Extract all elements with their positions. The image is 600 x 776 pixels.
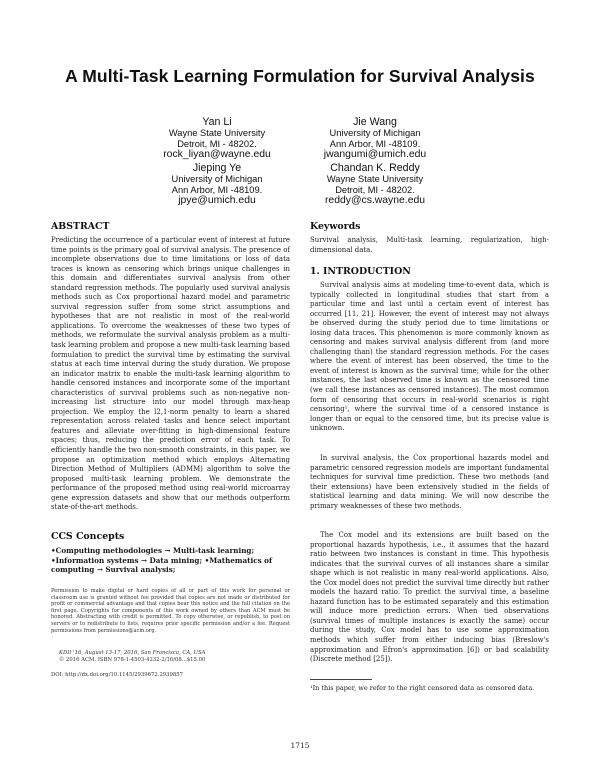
author-name: Jie Wang [353,116,397,128]
copyright-line: © 2016 ACM. ISBN 978-1-4503-4232-2/16/08...$15.00 [59,656,206,663]
author-block [142,116,292,161]
author-email: jpye@umich.edu [178,195,256,206]
author-block [142,162,292,207]
intro-paragraph-2: In survival analysis, the Cox proportional hazards model and parametric censored regression models are important fundamental techniques for survival time prediction. These two methods (and their extensions) have been extensively studied in the fields of statistical learning and data mining. We will now describe the primary weaknesses of these two methods. [310,454,549,510]
keywords-heading: Keywords [310,221,361,232]
author-block [300,116,450,161]
paper-title: A Multi-Task Learning Formulation for Survival Analysis [65,66,535,86]
ccs-heading: CCS Concepts [51,531,125,542]
intro-paragraph-3: The Cox model and its extensions are built based on the proportional hazards hypothesis, i.e., it assumes that the hazard ratio between two instances is constant in time. This hypothesis indicates that the survival curves of all instances share a similar shape which is not realistic in many real-world applications. Also, the Cox model does not predict the survival time directly but rather models the hazard ratio. To predict the survival time, a baseline hazard function has to be estimated separately and this estimation will induce more prediction errors. When tied observations (survival times of multiple instances is exactly the same) occur during the study, Cox model has to use some approximation methods which suffer from either inducing bias (Breslow's approximation and Efron's approximation [6]) or bad scalability (Discrete method [25]). [310,531,549,664]
author-affiliation: University of Michigan [329,128,421,138]
footnote-rule [310,679,372,680]
footnote: ¹In this paper, we refer to the right censored data as censored data. [310,684,535,692]
introduction-heading: 1. INTRODUCTION [310,266,411,277]
permission-notice: Permission to make digital or hard copies of all or part of this work for personal or classroom use is granted without fee provided that copies are not made or distributed for profit or commercial advantage and that copies bear this notice and the full citation on the first page. Copyrights for components of this work owned by others than ACM must be honored. Abstracting with credit is permitted. To copy otherwise, or republish, to post on servers or to redistribute to lists, requires prior specific permission and/or a fee. Request permissions from permissions@acm.org. [51,588,290,634]
author-address: Ann Arbor, MI -48109. [329,138,421,149]
ccs-text: •Computing methodologies → Multi-task learning; •Information systems → Data mining; •Mathematics of computing → Survival analysis; [51,546,273,575]
conference-line: KDD '16, August 13-17, 2016, San Francisco, CA, USA [59,650,206,656]
author-address: Detroit, MI - 48202. [177,138,257,149]
abstract-heading: ABSTRACT [51,221,110,232]
author-address: Ann Arbor, MI -48109. [171,184,263,195]
author-name: Yan Li [202,116,232,128]
intro-paragraph-1: Survival analysis aims at modeling time-to-event data, which is typically collected in longitudinal studies that start from a particular time and last until a certain event of interest has occurred [11, 21]. However, the event of interest may not always be observed during the study period due to time limitations or losing data traces. This phenomenon is more commonly known as censoring and makes survival analysis different from (and more challenging than) the standard regression methods. For the cases where the event of interest has been observed, the time to the event of interest is known as the survival time; while for the other instances, the last observed time is known as the censored time (we call these instances as censored instances). The most common form of censoring that occurs in real-world scenarios is right censoring¹, where the survival time of a censored instance is longer than or equal to the censored time, but its precise value is unknown. [310,281,549,433]
page-number: 1715 [290,741,310,750]
author-email: reddy@cs.wayne.edu [324,195,426,206]
author-affiliation: Wayne State University [326,174,424,184]
author-address: Detroit, MI - 48202. [335,184,415,195]
author-block [300,162,450,207]
author-affiliation: University of Michigan [171,174,263,184]
doi-line: DOI: http://dx.doi.org/10.1145/2939672.2939857 [51,672,184,678]
keywords-text: Survival analysis, Multi-task learning, regularization, high-dimensional data. [310,236,549,254]
author-email: rock_liyan@wayne.edu [163,149,271,160]
conference-info [59,650,298,664]
author-email: jwangumi@umich.edu [323,149,427,160]
author-name: Jieping Ye [192,162,242,174]
author-name: Chandan K. Reddy [330,162,420,174]
author-affiliation: Wayne State University [168,128,266,138]
abstract-text: Predicting the occurrence of a particular event of interest at future time points is the primary goal of survival analysis. The presence of incomplete observations due to time limitations or loss of data traces is known as censoring which brings unique challenges in this domain and differentiates survival analysis from other standard regression methods. The popularly used survival analysis methods such as Cox proportional hazard model and parametric survival regression suffer from some strict assumptions and hypotheses that are not realistic in most of the real-world applications. To overcome the weaknesses of these two types of methods, we reformulate the survival analysis problem as a multi-task learning problem and propose a new multi-task learning based formulation to predict the survival time by estimating the survival status at each time interval during the study duration. We propose an indicator matrix to enable the multi-task learning algorithm to handle censored instances and incorporate some of the important characteristics of survival problems such as non-negative non-increasing list structure into our model through max-heap projection. We employ the l2,1-norm penalty to learn a shared representation across related tasks and hence select important features and alleviate over-fitting in high-dimensional feature spaces; thus, reducing the prediction error of each task. To efficiently handle the two non-smooth constraints, in this paper, we propose an optimization method which employs Alternating Direction Method of Multipliers (ADMM) algorithm to solve the proposed multi-task learning problem. We demonstrate the performance of the proposed method using real-world microarray gene expression datasets and show that our methods outperform state-of-the-art methods. [51,236,290,512]
